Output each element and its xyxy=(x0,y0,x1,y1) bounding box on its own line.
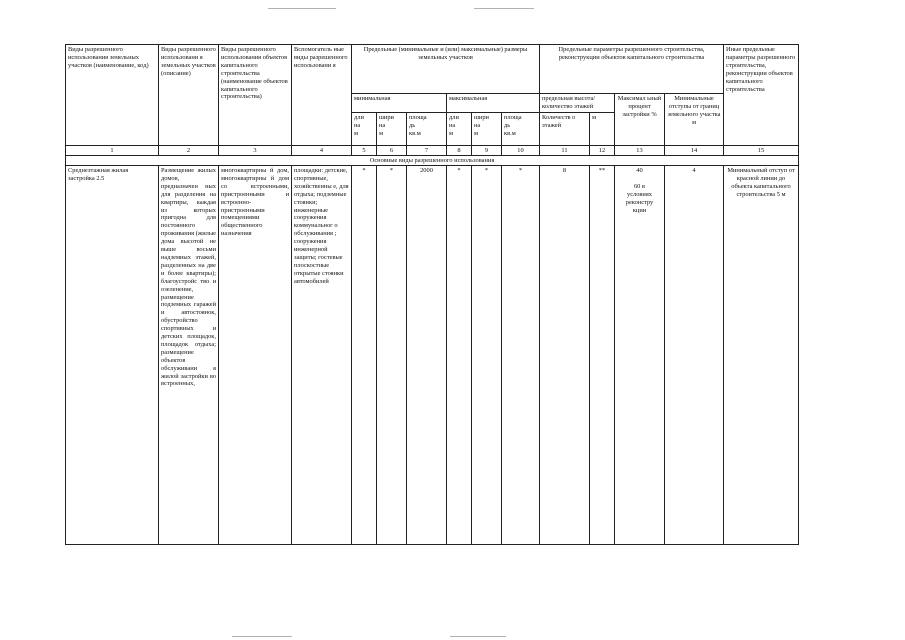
row-max-coverage: 40 60 в условиях реконстру кции xyxy=(615,166,665,545)
scan-artifact xyxy=(450,636,506,637)
zoning-regulations-table xyxy=(65,44,799,545)
table-row xyxy=(66,166,799,545)
header-floors: Количеств о этажей xyxy=(540,113,590,146)
header-height-m: м xyxy=(590,113,615,146)
column-number: 10 xyxy=(502,146,540,156)
section-title: Основные виды разрешенного использования xyxy=(66,156,799,166)
section-row xyxy=(66,156,799,166)
column-number: 14 xyxy=(665,146,724,156)
column-number: 12 xyxy=(590,146,615,156)
header-min-width: шири на м xyxy=(377,113,407,146)
column-number: 6 xyxy=(377,146,407,156)
header-min-length: дли на м xyxy=(352,113,377,146)
header-min-setback: Минимальные отступы от границ земельного участка м xyxy=(665,94,724,146)
column-number: 3 xyxy=(219,146,292,156)
column-number: 8 xyxy=(447,146,472,156)
row-min-width: * xyxy=(377,166,407,545)
column-number: 11 xyxy=(540,146,590,156)
row-floors: 8 xyxy=(540,166,590,545)
header-height-limit: предельная высота/количество этажей xyxy=(540,94,615,113)
header-max-width: шири на м xyxy=(472,113,502,146)
header-maximal: максимальная xyxy=(447,94,540,113)
row-min-setback: 4 xyxy=(665,166,724,545)
row-max-area: * xyxy=(502,166,540,545)
header-land-use-name: Виды разрешенного использования земельных участков (наименование, код) xyxy=(66,45,159,146)
column-number: 5 xyxy=(352,146,377,156)
column-number: 13 xyxy=(615,146,665,156)
row-max-length: * xyxy=(447,166,472,545)
row-other-limits: Минимальный отступ от красной линии до объекта капитального строительства 5 м xyxy=(724,166,799,545)
column-number: 7 xyxy=(407,146,447,156)
header-building-use: Виды разрешенного использования объектов капитального строительства (наименование объектов капитального строительства) xyxy=(219,45,292,146)
header-minimal: минимальная xyxy=(352,94,447,113)
header-other-limits: Иные предельные параметры разрешенного строительства, реконструкции объектов капитального строительства xyxy=(724,45,799,146)
header-land-use-description: Виды разрешенного использовани я земельных участков (описание) xyxy=(159,45,219,146)
column-number: 4 xyxy=(292,146,352,156)
column-number: 15 xyxy=(724,146,799,156)
header-row xyxy=(66,45,799,94)
header-max-coverage: Максимал ьный процент застройки % xyxy=(615,94,665,146)
column-number: 1 xyxy=(66,146,159,156)
header-max-length: дли на м xyxy=(447,113,472,146)
column-number-row xyxy=(66,146,799,156)
column-number: 2 xyxy=(159,146,219,156)
row-building-use: многоквартирны й дом, многоквартирны й дом со встроенными, пристроенными и встроенно-пристроенными помещениями общественного назначения xyxy=(219,166,292,545)
header-plot-size-limits: Предельные (минимальные и (или) максимальные) размеры земельных участков xyxy=(352,45,540,94)
row-height-m: ** xyxy=(590,166,615,545)
header-construction-limits: Предельные параметры разрешенного строительства, реконструкции объектов капитального строительства xyxy=(540,45,724,94)
scan-artifact xyxy=(232,636,292,637)
row-land-use-name: Среднеэтажная жилая застройка 2.5 xyxy=(66,166,159,545)
row-min-area: 2000 xyxy=(407,166,447,545)
row-max-width: * xyxy=(472,166,502,545)
scan-artifact xyxy=(268,8,336,9)
row-min-length: * xyxy=(352,166,377,545)
column-number: 9 xyxy=(472,146,502,156)
row-land-use-description: Размещение жилых домов, предназначен ных для разделения на квартиры, каждая из которых пригодна для постоянного проживания (жилые дома высотой не выше восьми надземных этажей, разделенных на две и более квартиры); благоустройс тво и озеленение, размещение подземных гаражей и автостоянок, обустройство спортивных и детских площадок, площадок отдыха; размещение объектов обслуживани я жилой застройки во встроенных, xyxy=(159,166,219,545)
header-auxiliary-use: Вспомогатель ные виды разрешенного использовани я xyxy=(292,45,352,146)
scan-artifact xyxy=(474,8,534,9)
header-max-area: площа дь кв.м xyxy=(502,113,540,146)
header-min-area: площа дь кв.м xyxy=(407,113,447,146)
row-auxiliary-use: площадки: детские, спортивные, хозяйственны е, для отдыха; подземные стоянки; инженерные сооружения коммунальног о обслуживания ; сооружения инженерной защиты; гостевые плоскостные открытые стоянки автомобилей xyxy=(292,166,352,545)
